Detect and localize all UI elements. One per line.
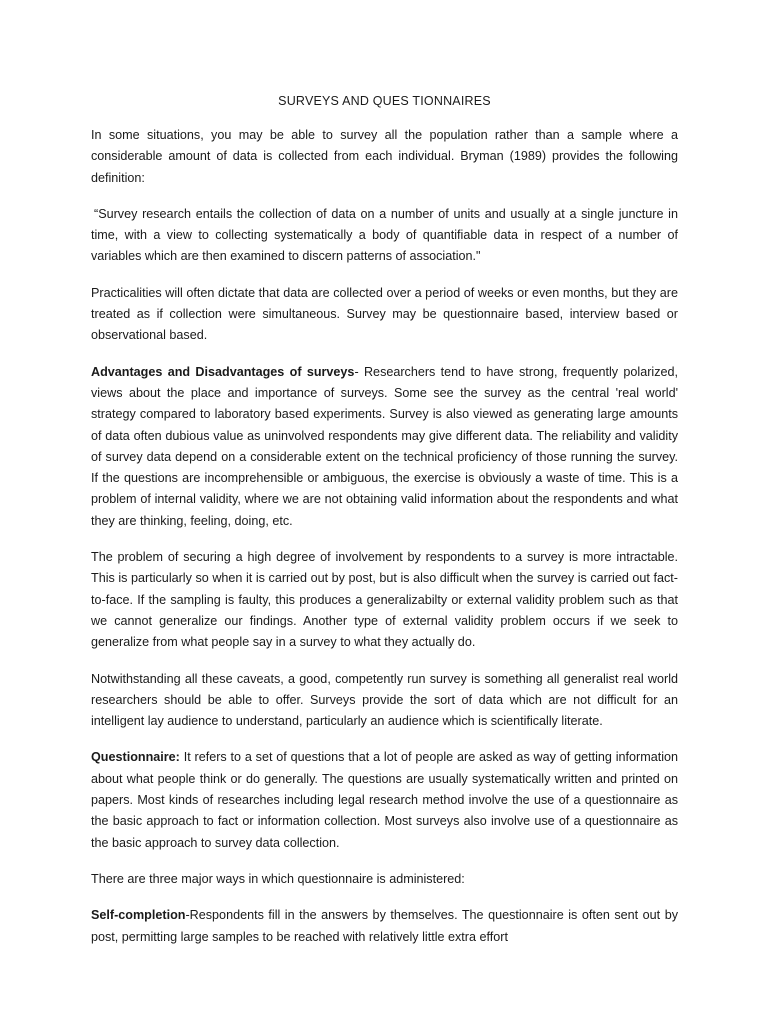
questionnaire-heading: Questionnaire: <box>91 750 180 765</box>
advantages-heading: Advantages and Disadvantages of surveys <box>91 364 355 379</box>
practicalities-paragraph: Practicalities will often dictate that data are collected over a period of weeks or even months, but they are treated as if collection were simultaneous. Survey may be questionnaire based, interview based or observational based. <box>91 285 678 343</box>
advantages-paragraph <box>91 362 678 532</box>
questionnaire-paragraph <box>91 747 678 853</box>
involvement-paragraph: The problem of securing a high degree of involvement by respondents to a survey is more intractable. This is particularly so when it is carried out by post, but is also difficult when the survey is carried out fact-to-face. If the sampling is faulty, this produces a generalizabilty or external validity problem such as that we cannot generalize our findings. Another type of external validity problem occurs if we seek to generalize from what people say in a survey to what they actually do. <box>91 550 678 650</box>
document-title: SURVEYS AND QUES TIONNAIRES <box>278 94 491 108</box>
caveats-paragraph: Notwithstanding all these caveats, a good, competently run survey is something all generalist real world researchers should be able to offer. Surveys provide the sort of data which are not difficult for an intelligent lay audience to understand, particularly an audience which is scientifically literate. <box>91 671 678 729</box>
self-completion-paragraph <box>91 905 678 948</box>
self-completion-heading: Self-completion <box>91 908 186 923</box>
intro-paragraph: In some situations, you may be able to survey all the population rather than a sample where a considerable amount of data is collected from each individual. Bryman (1989) provides the following definition: <box>91 128 678 185</box>
advantages-text: - Researchers tend to have strong, frequently polarized, views about the place and importance of surveys. Some see the survey as the central 'real world' strategy compared to laboratory based experiments. Survey is also viewed as generating large amounts of data often dubious value as uninvolved respondents may give different data. The reliability and validity of survey data depend on a considerable extent on the technical proficiency of those running the survey. If the questions are incomprehensible or ambiguous, the exercise is obviously a waste of time. This is a problem of internal validity, where we are not obtaining valid information about the respondents and what they are thinking, feeling, doing, etc. <box>91 364 678 528</box>
bryman-quote-paragraph: “Survey research entails the collection of data on a number of units and usually at a single juncture in time, with a view to collecting systematically a body of quantifiable data in respect of a number of variables which are then examined to discern patterns of association." <box>91 206 678 264</box>
administration-ways-paragraph: There are three major ways in which questionnaire is administered: <box>91 871 465 886</box>
self-completion-text: -Respondents fill in the answers by themselves. The questionnaire is often sent out by post, permitting large samples to be reached with relatively little extra effort <box>91 908 678 944</box>
questionnaire-text: It refers to a set of questions that a lot of people are asked as way of getting information about what people think or do generally. The questions are usually systematically written and printed on papers. Most kinds of researches including legal research method involve the use of a questionnaire as the basic approach to fact or information collection. Most surveys also involve use of a questionnaire as the basic approach to survey data collection. <box>91 750 678 850</box>
